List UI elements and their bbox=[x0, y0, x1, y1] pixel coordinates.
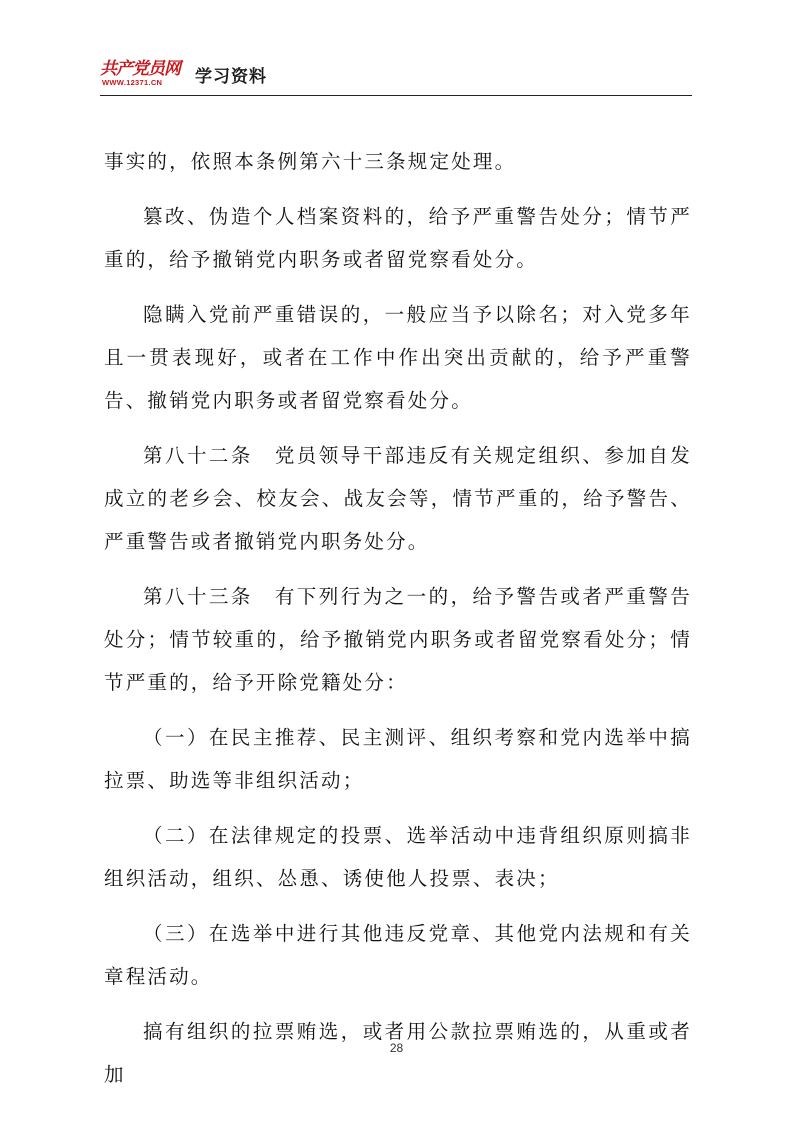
document-body bbox=[104, 140, 692, 1108]
page-number: 28 bbox=[389, 1041, 404, 1055]
list-item-2: （二）在法律规定的投票、选举活动中违背组织原则搞非组织活动，组织、怂恿、诱使他人投票、表决； bbox=[104, 824, 692, 890]
paragraph: 篡改、伪造个人档案资料的，给予严重警告处分；情节严重的，给予撤销党内职务或者留党察看处分。 bbox=[104, 205, 692, 271]
paragraph-continuation: 事实的，依照本条例第六十三条规定处理。 bbox=[104, 150, 517, 173]
list-item-3: （三）在选举中进行其他违反党章、其他党内法规和有关章程活动。 bbox=[104, 922, 692, 988]
logo-url-text: WWW.12371.CN bbox=[102, 78, 163, 87]
header-title: 学习资料 bbox=[195, 67, 267, 87]
site-logo[interactable] bbox=[100, 52, 186, 92]
list-item-1: （一）在民主推荐、民主测评、组织考察和党内选举中搞拉票、助选等非组织活动； bbox=[104, 726, 692, 792]
page-header bbox=[100, 52, 692, 96]
logo-script-text: 共产党员网 bbox=[100, 59, 180, 79]
header-divider bbox=[100, 95, 692, 96]
article-83-paragraph: 第八十三条 有下列行为之一的，给予警告或者严重警告处分；情节较重的，给予撤销党内职务或者留党察看处分；情节严重的，给予开除党籍处分： bbox=[104, 585, 692, 694]
paragraph: 隐瞒入党前严重错误的，一般应当予以除名；对入党多年且一贯表现好，或者在工作中作出突出贡献的，给予严重警告、撤销党内职务或者留党察看处分。 bbox=[104, 303, 692, 412]
paragraph: 搞有组织的拉票贿选，或者用公款拉票贿选的，从重或者加 bbox=[104, 1020, 692, 1086]
article-82-paragraph: 第八十二条 党员领导干部违反有关规定组织、参加自发成立的老乡会、校友会、战友会等，情节严重的，给予警告、严重警告或者撤销党内职务处分。 bbox=[104, 444, 692, 553]
